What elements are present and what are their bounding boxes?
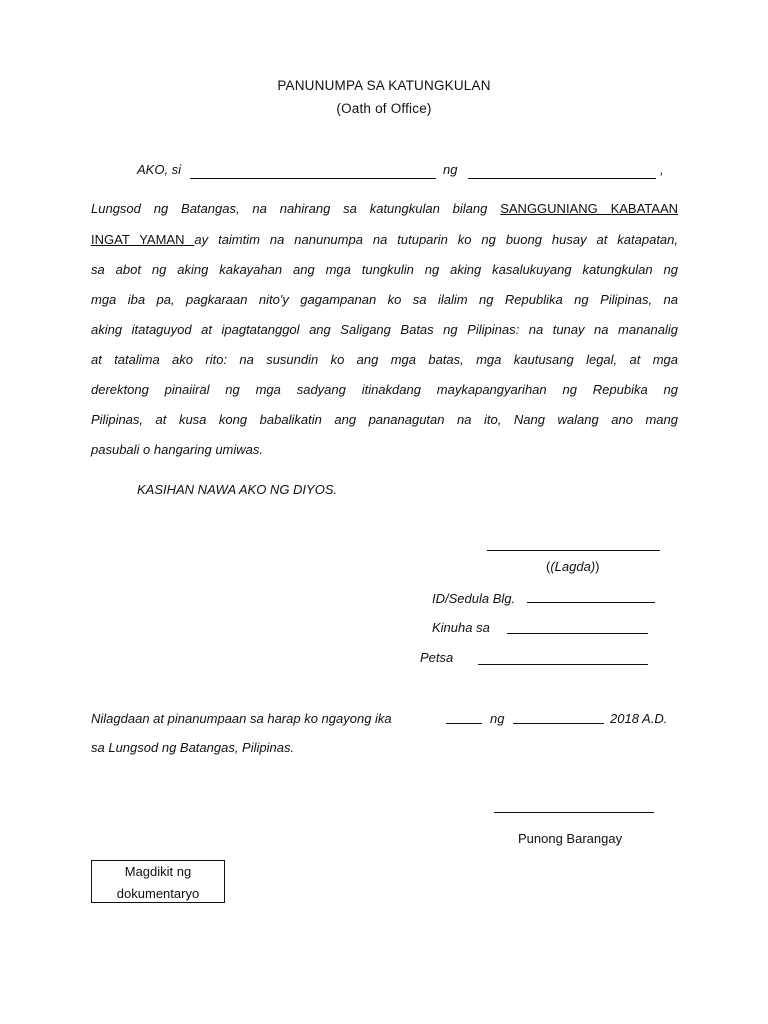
attestation-ng: ng bbox=[490, 711, 505, 726]
official-title: Punong Barangay bbox=[518, 831, 623, 846]
body-line-5: aking itataguyod at ipagtatanggol ang Saligang Batas ng Pilipinas: na tunay na mananalig bbox=[91, 322, 678, 337]
attestation-part1: Nilagdaan at pinanumpaan sa harap ko ngayong ika bbox=[91, 711, 392, 726]
stamp-box-line2: dokumentaryo bbox=[116, 886, 200, 901]
stamp-box-line1: Magdikit ng bbox=[124, 864, 192, 879]
closing-statement: KASIHAN NAWA AKO NG DIYOS. bbox=[137, 482, 338, 497]
body-line-1: Lungsod ng Batangas, na nahirang sa katungkulan bilang SANGGUNIANG KABATAAN bbox=[91, 201, 678, 216]
signature-label: ((Lagda)) bbox=[546, 559, 600, 574]
kinuha-label: Kinuha sa bbox=[432, 620, 490, 635]
name-blank bbox=[190, 178, 436, 179]
residence-blank bbox=[468, 178, 656, 179]
document-title: PANUNUMPA SA KATUNGKULAN bbox=[277, 78, 491, 93]
id-label: ID/Sedula Blg. bbox=[432, 591, 516, 606]
body-line-8: Pilipinas, at kusa kong babalikatin ang pananagutan na ito, Nang walang ano mang bbox=[91, 412, 678, 427]
lagda-text: (Lagda) bbox=[550, 559, 596, 574]
intro-ako-si: AKO, si bbox=[137, 162, 182, 177]
body-line-3: sa abot ng aking kakayahan ang mga tungkulin ng aking kasalukuyang katungkulan ng bbox=[91, 262, 678, 277]
intro-comma: , bbox=[660, 162, 664, 177]
petsa-label: Petsa bbox=[420, 650, 454, 665]
position-title-part1: SANGGUNIANG KABATAAN bbox=[500, 201, 678, 216]
day-blank bbox=[446, 723, 482, 724]
attestation-line2: sa Lungsod ng Batangas, Pilipinas. bbox=[91, 740, 295, 755]
petsa-blank bbox=[478, 664, 648, 665]
signature-line bbox=[487, 550, 660, 551]
body-line-4: mga iba pa, pagkaraan nito'y gagampanan ko sa ilalim ng Republika ng Pilipinas, na bbox=[91, 292, 678, 307]
documentary-stamp-box bbox=[91, 860, 225, 903]
position-title-part2: INGAT YAMAN bbox=[91, 232, 195, 247]
intro-ng: ng bbox=[443, 162, 458, 177]
id-blank bbox=[527, 602, 655, 603]
body-line-2: INGAT YAMAN ay taimtim na nanunumpa na tutuparin ko ng buong husay at katapatan, bbox=[91, 232, 679, 247]
month-blank bbox=[513, 723, 604, 724]
body-line-7: derektong pinaiiral ng mga sadyang itinakdang maykapangyarihan ng Repubika ng bbox=[91, 382, 678, 397]
body-line-9: pasubali o hangaring umiwas. bbox=[91, 442, 263, 457]
kinuha-blank bbox=[507, 633, 648, 634]
body-line-6: at tatalima ako rito: na susundin ko ang mga batas, mga kautusang legal, at mga bbox=[91, 352, 678, 367]
document-subtitle: (Oath of Office) bbox=[336, 101, 432, 116]
attestation-year: 2018 A.D. bbox=[610, 711, 668, 726]
official-signature-line bbox=[494, 812, 654, 813]
